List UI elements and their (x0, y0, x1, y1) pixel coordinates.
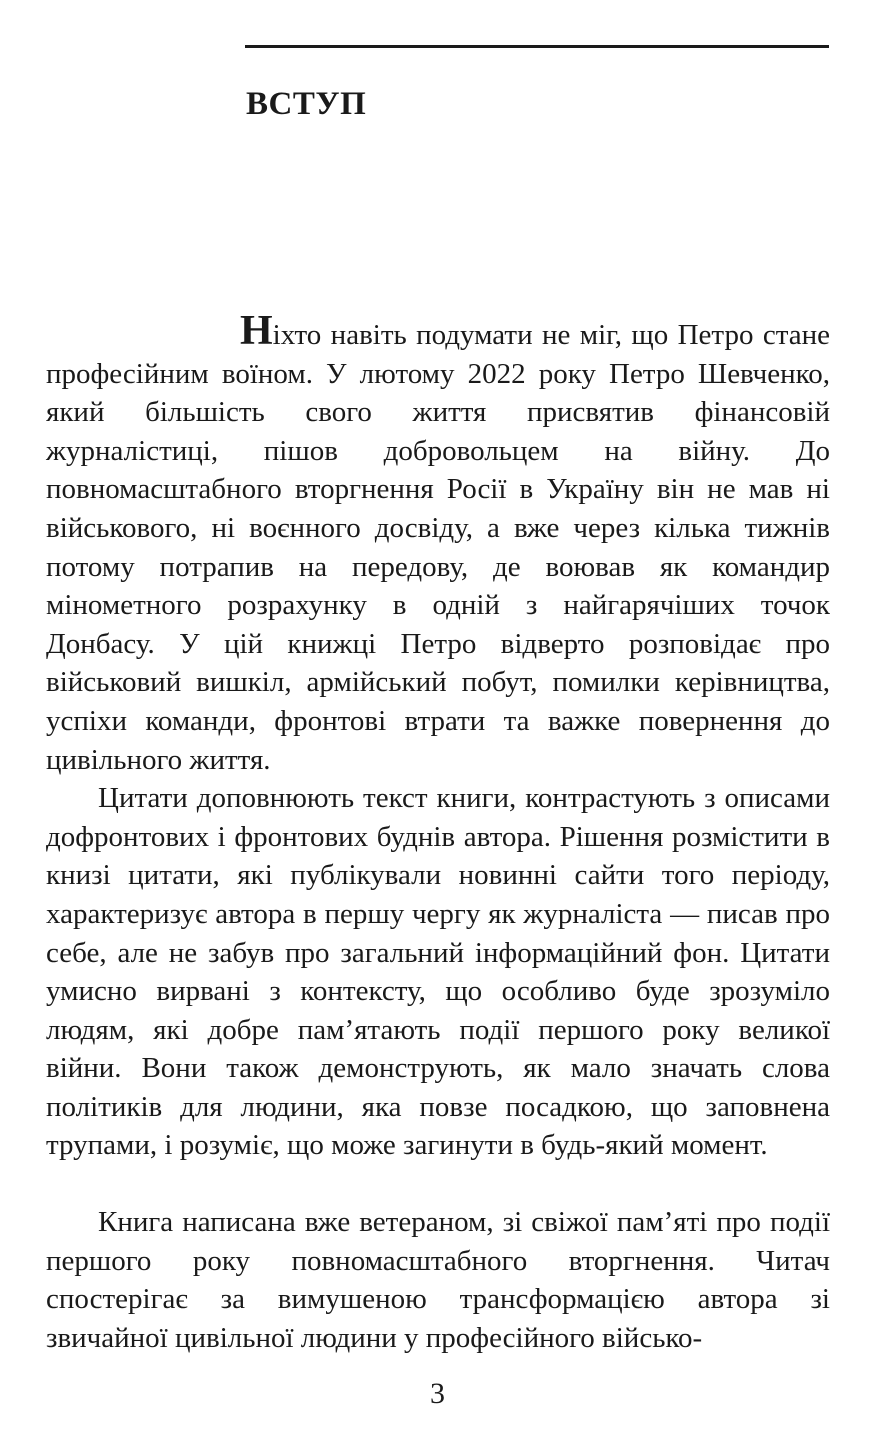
paragraph-quotes: Цитати доповнюють текст книги, контрастують з описами дофронтових і фронтових буднів автора. Рішення розмістити в книзі цитати, які публікували новинні сайти того періоду, характеризує автора в першу чергу як журналіста — писав про себе, але не забув про загальний інформаційний фон. Цитати умисно вирвані з контексту, що особливо буде зрозуміло людям, які добре пам’ятають події першого року великої війни. Вони також демонструють, як мало значать слова політиків для людини, яка повзе посадкою, що заповнена трупами, і розуміє, що може загинути в будь-який момент. (46, 782, 830, 1162)
paragraph-intro (46, 308, 830, 779)
body-text-lower (46, 1203, 830, 1357)
paragraph-veteran: Книга написана вже ветераном, зі свіжої пам’яті про події першого року повномасштабного вторгнення. Читач спостерігає за вимушеною трансформацією автора зі звичайної цивільної людини у професійного військо- (46, 1206, 830, 1354)
chapter-title: ВСТУП (246, 86, 367, 122)
page-number: 3 (430, 1377, 445, 1410)
paragraph-intro-text: іхто навіть подумати не міг, що Петро стане професійним воїном. У лютому 2022 року Петро Шевченко, який більшість свого життя присвятив фінансовій журналістиці, пішов добровольцем на війну. До повномасштабного вторгнення Росії в Україну він не мав ні військового, ні воєнного досвіду, а вже через кілька тижнів потому потрапив на передову, де воював як командир мінометного розрахунку в одній з найгарячіших точок Донбасу. У цій книжці Петро відверто розповідає про військовий вишкіл, армійський побут, помилки керівництва, успіхи команди, фронтові втрати та важке повернення до цивільного життя. (46, 319, 830, 776)
top-rule (245, 45, 829, 48)
body-text-upper (46, 308, 830, 1165)
drop-cap-letter: Н (240, 308, 273, 354)
